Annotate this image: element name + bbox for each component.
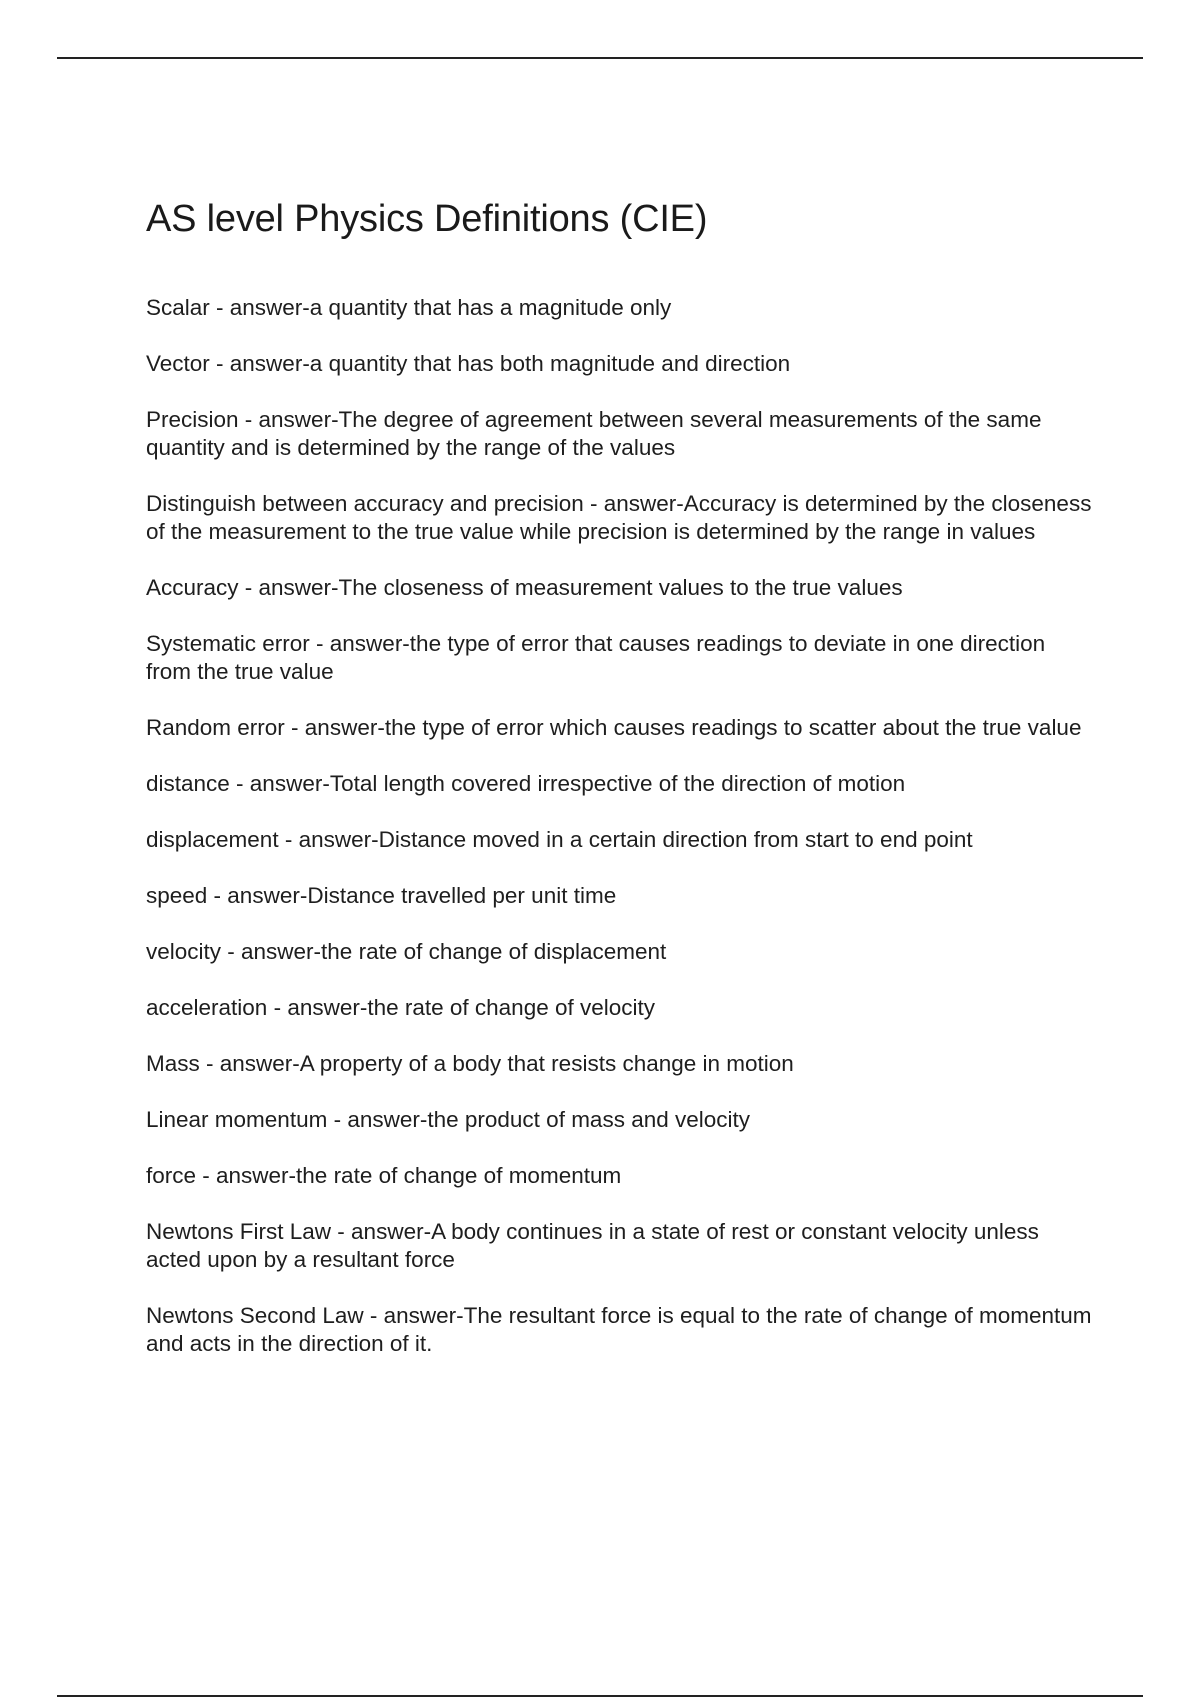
bottom-divider [57,1695,1143,1697]
definition-accuracy: Accuracy - answer-The closeness of measurement values to the true values [146,574,903,600]
page-title: AS level Physics Definitions (CIE) [146,198,708,240]
definition-mass: Mass - answer-A property of a body that resists change in motion [146,1050,794,1076]
document-body [146,198,1096,1386]
definition-speed: speed - answer-Distance travelled per unit time [146,882,617,908]
definition-newtons-second-law: Newtons Second Law - answer-The resultant force is equal to the rate of change of momentum and acts in the direction of it. [146,1302,1092,1356]
definition-velocity: velocity - answer-the rate of change of displacement [146,938,667,964]
definition-acceleration: acceleration - answer-the rate of change of velocity [146,994,656,1020]
definition-linear-momentum: Linear momentum - answer-the product of mass and velocity [146,1106,751,1132]
definition-scalar: Scalar - answer-a quantity that has a magnitude only [146,294,672,320]
definition-displacement: displacement - answer-Distance moved in a certain direction from start to end point [146,826,973,852]
definition-newtons-first-law: Newtons First Law - answer-A body continues in a state of rest or constant velocity unless acted upon by a resultant force [146,1218,1039,1272]
definition-random-error: Random error - answer-the type of error which causes readings to scatter about the true value [146,714,1082,740]
definition-force: force - answer-the rate of change of momentum [146,1162,622,1188]
definition-precision: Precision - answer-The degree of agreement between several measurements of the same quantity and is determined by the range of the values [146,406,1042,460]
top-divider [57,57,1143,59]
definition-accuracy-vs-precision: Distinguish between accuracy and precision - answer-Accuracy is determined by the closeness of the measurement to the true value while precision is determined by the range in values [146,490,1092,544]
definition-distance: distance - answer-Total length covered irrespective of the direction of motion [146,770,906,796]
definition-systematic-error: Systematic error - answer-the type of error that causes readings to deviate in one direction from the true value [146,630,1046,684]
definition-vector: Vector - answer-a quantity that has both magnitude and direction [146,350,791,376]
